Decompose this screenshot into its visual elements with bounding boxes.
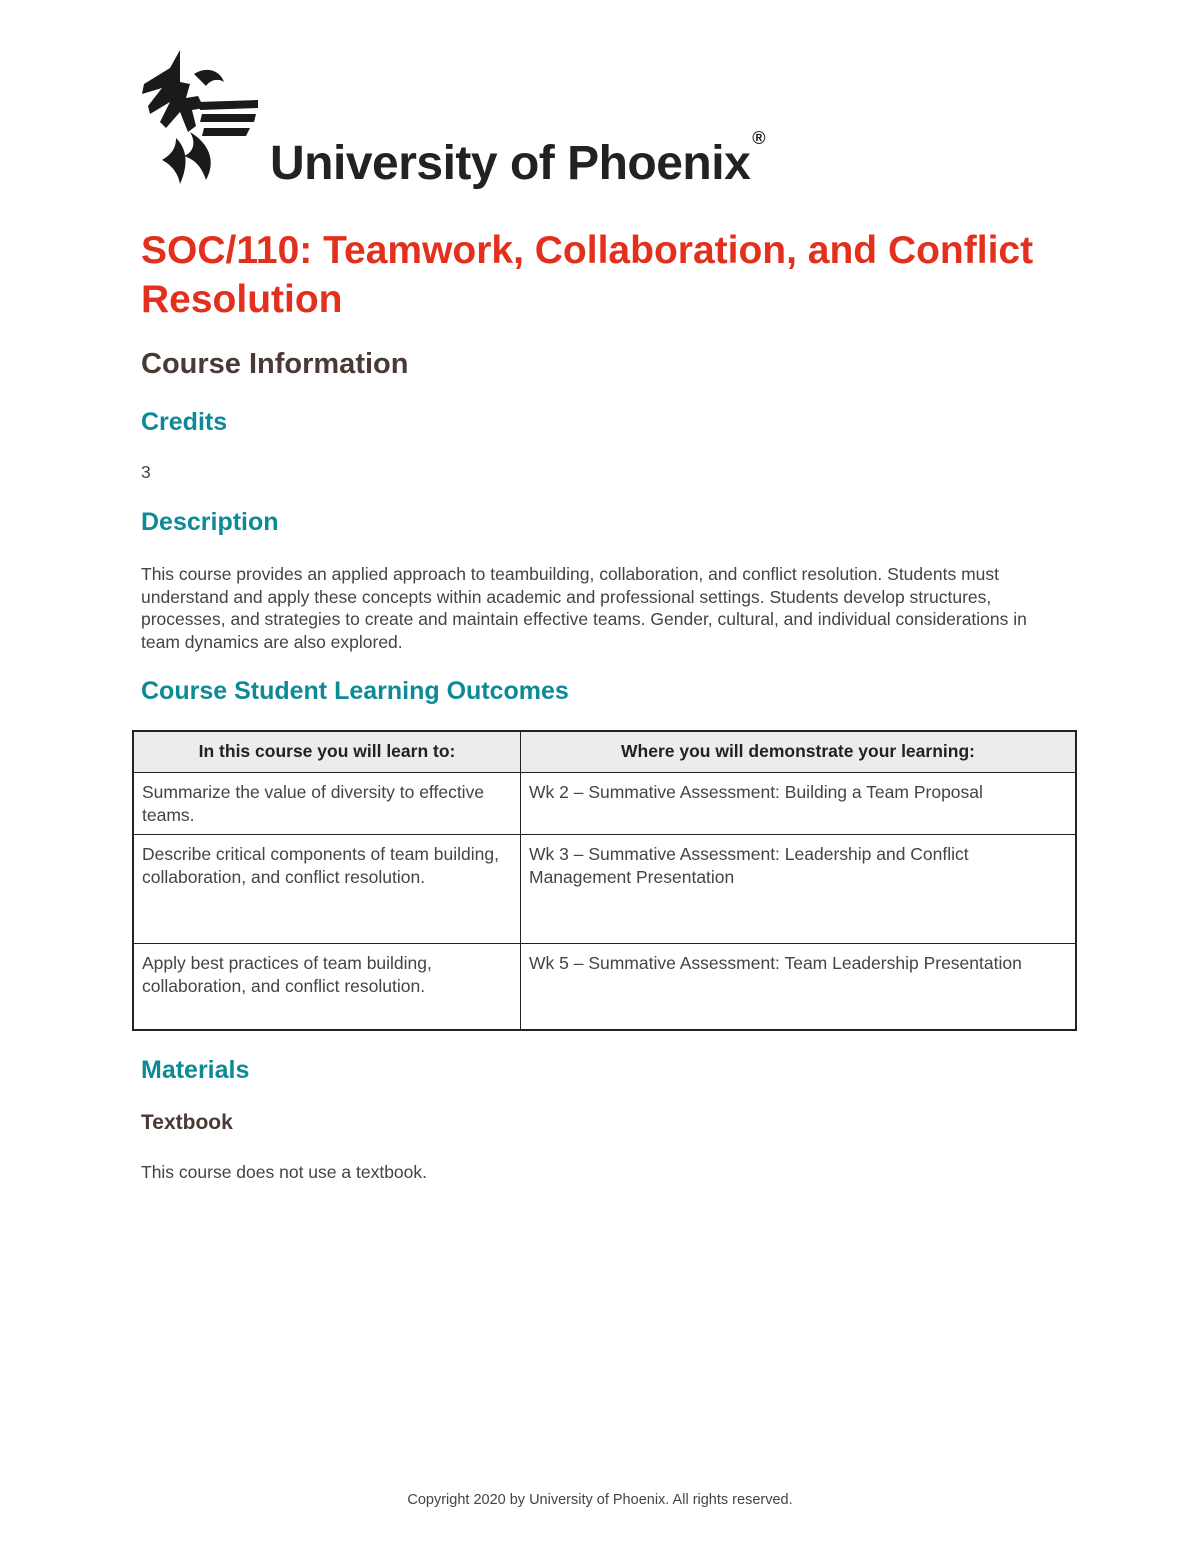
university-logo xyxy=(140,48,780,188)
column-header-learn: In this course you will learn to: xyxy=(133,731,521,773)
table-row xyxy=(133,835,1076,944)
column-header-demonstrate: Where you will demonstrate your learning: xyxy=(521,731,1077,773)
credits-heading: Credits xyxy=(141,408,228,436)
outcome-cell: Apply best practices of team building, collaboration, and conflict resolution. xyxy=(133,944,521,1030)
description-text: This course provides an applied approach to teambuilding, collaboration, and conflict resolution. Students must understand and apply these concepts within academic and professional settings. Students develop structures, processes, and strategies to create and maintain effective teams. Gender, cultural, and individual considerations in team dynamics are also explored. xyxy=(141,564,1027,652)
assessment-cell: Wk 5 – Summative Assessment: Team Leadership Presentation xyxy=(521,944,1077,1030)
table-header-row xyxy=(133,731,1076,773)
course-title: SOC/110: Teamwork, Collaboration, and Conflict Resolution xyxy=(141,229,1034,321)
assessment-cell: Wk 2 – Summative Assessment: Building a Team Proposal xyxy=(521,773,1077,835)
textbook-heading: Textbook xyxy=(141,1111,233,1134)
credits-value: 3 xyxy=(141,462,151,482)
outcome-cell: Summarize the value of diversity to effective teams. xyxy=(133,773,521,835)
table-row xyxy=(133,773,1076,835)
outcomes-table xyxy=(132,730,1077,1031)
outcomes-heading: Course Student Learning Outcomes xyxy=(141,677,569,705)
description-heading: Description xyxy=(141,508,279,536)
materials-heading: Materials xyxy=(141,1056,250,1084)
phoenix-bird-icon xyxy=(140,48,265,188)
outcome-cell: Describe critical components of team building, collaboration, and conflict resolution. xyxy=(133,835,521,944)
course-information-heading: Course Information xyxy=(141,348,409,380)
textbook-text: This course does not use a textbook. xyxy=(141,1162,427,1182)
assessment-cell: Wk 3 – Summative Assessment: Leadership and Conflict Management Presentation xyxy=(521,835,1077,944)
table-row xyxy=(133,944,1076,1030)
university-name: University of Phoenix ® xyxy=(270,128,766,190)
copyright-footer: Copyright 2020 by University of Phoenix. All rights reserved. xyxy=(407,1492,793,1508)
